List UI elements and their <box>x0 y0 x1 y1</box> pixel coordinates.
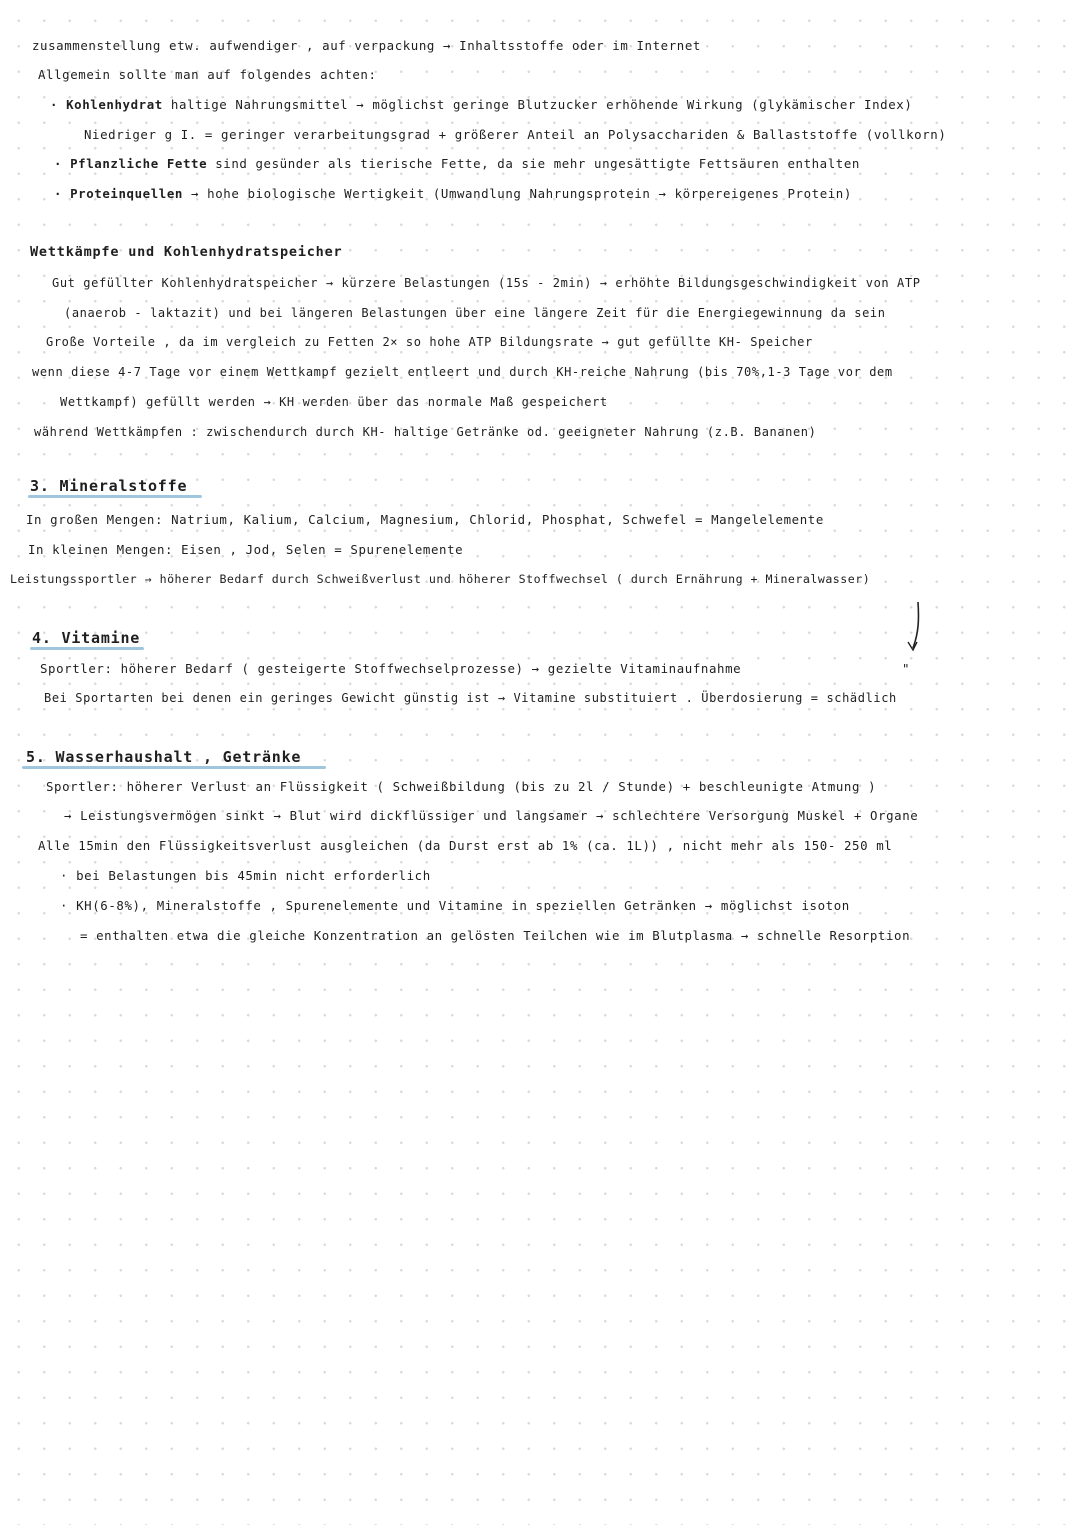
text-line: Leistungssportler → höherer Bedarf durch Schweißverlust und höherer Stoffwechsel ( durch Ernährung + Mineralwasser) <box>10 572 871 586</box>
section-title: 4. Vitamine <box>32 629 141 647</box>
text-line: Wettkampf) gefüllt werden → KH werden über das normale Maß gespeichert <box>60 395 608 409</box>
text-line: Sportler: höherer Verlust an Flüssigkeit ( Schweißbildung (bis zu 2l / Stunde) + beschleunigte Atmung ) <box>46 779 877 794</box>
section-title: 5. Wasserhaushalt , Getränke <box>26 748 302 766</box>
text-line <box>54 156 860 172</box>
text-line: → Leistungsvermögen sinkt → Blut wird dickflüssiger und langsamer → schlechtere Versorgung Muskel + Organe <box>64 808 919 823</box>
title-underline <box>22 766 326 769</box>
section-title: Wettkämpfe und Kohlenhydratspeicher <box>30 244 343 260</box>
text-line: Gut gefüllter Kohlenhydratspeicher → kürzere Belastungen (15s - 2min) → erhöhte Bildungsgeschwindigkeit von ATP <box>52 276 921 290</box>
text-line: Große Vorteile , da im vergleich zu Fetten 2× so hohe ATP Bildungsrate → gut gefüllte KH- Speicher <box>46 335 813 349</box>
text-line: Allgemein sollte man auf folgendes achten: <box>38 67 377 82</box>
text-line: (anaerob - laktazit) und bei längeren Belastungen über eine längere Zeit für die Energiegewinnung da sein <box>64 306 886 320</box>
text-fragment: → hohe biologische Wertigkeit (Umwandlung Nahrungsprotein → körpereigenes Protein) <box>182 186 852 201</box>
text-fragment: sind gesünder als tierische Fette, da sie mehr ungesättigte Fettsäuren enthalten <box>207 156 860 171</box>
text-line: zusammenstellung etw. aufwendiger , auf verpackung → Inhaltsstoffe oder im Internet <box>32 38 701 53</box>
text-line: Sportler: höherer Bedarf ( gesteigerte Stoffwechselprozesse) → gezielte Vitaminaufnahme <box>40 661 742 676</box>
text-line <box>54 186 852 202</box>
ditto-mark: " <box>902 661 911 676</box>
down-arrow-icon <box>900 600 930 656</box>
text-line: = enthalten etwa die gleiche Konzentration an gelösten Teilchen wie im Blutplasma → schnelle Resorption <box>80 928 911 943</box>
title-underline <box>30 647 144 650</box>
text-line: Niedriger g I. = geringer verarbeitungsgrad + größerer Anteil an Polysacchariden & Ballaststoffe (vollkorn) <box>84 127 947 142</box>
text-line: Bei Sportarten bei denen ein geringes Gewicht günstig ist → Vitamine substituiert . Überdosierung = schädlich <box>44 691 897 705</box>
text-line: wenn diese 4-7 Tage vor einem Wettkampf gezielt entleert und durch KH-reiche Nahrung (bis 70%,1-3 Tage vor dem <box>32 365 893 379</box>
section-title: 3. Mineralstoffe <box>30 477 188 495</box>
keyword: · Pflanzliche Fette <box>54 156 208 171</box>
text-line: In großen Mengen: Natrium, Kalium, Calcium, Magnesium, Chlorid, Phosphat, Schwefel = Mangelelemente <box>26 512 824 527</box>
text-line: während Wettkämpfen : zwischendurch durch KH- haltige Getränke od. geeigneter Nahrung (z.B. Bananen) <box>34 425 817 439</box>
title-underline <box>28 495 202 498</box>
text-line <box>50 97 912 113</box>
keyword: · Kohlenhydrat <box>50 97 163 112</box>
text-line: Alle 15min den Flüssigkeitsverlust ausgleichen (da Durst erst ab 1% (ca. 1L)) , nicht mehr als 150- 250 ml <box>38 838 893 853</box>
text-line: In kleinen Mengen: Eisen , Jod, Selen = Spurenelemente <box>28 542 464 557</box>
text-line: · KH(6-8%), Mineralstoffe , Spurenelemente und Vitamine in speziellen Getränken → möglichst isoton <box>60 898 850 913</box>
text-fragment: haltige Nahrungsmittel → möglichst geringe Blutzucker erhöhende Wirkung (glykämischer Index) <box>162 97 913 112</box>
keyword: · Proteinquellen <box>54 186 183 201</box>
text-line: · bei Belastungen bis 45min nicht erforderlich <box>60 868 431 883</box>
